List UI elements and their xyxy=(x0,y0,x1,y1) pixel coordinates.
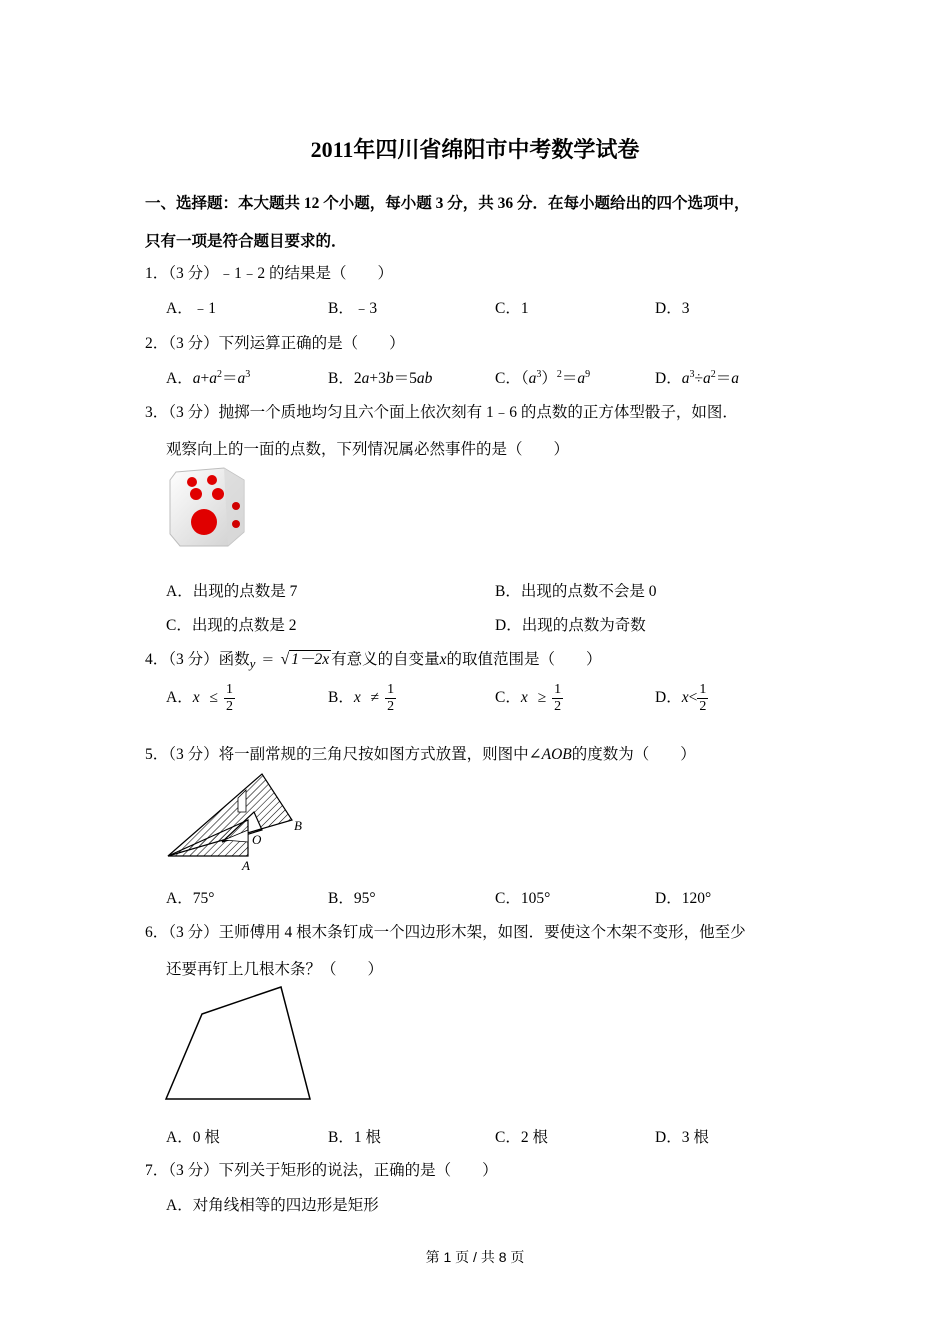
q3-option-d: D．出现的点数为奇数 xyxy=(495,617,646,634)
q7-stem: 7．（3 分）下列关于矩形的说法，正确的是（ ） xyxy=(145,1162,498,1179)
q1-option-c: C．1 xyxy=(495,300,529,317)
q5-option-d: D．120° xyxy=(655,890,712,907)
q6-stem-line1: 6．（3 分）王师傅用 4 根木条钉成一个四边形木架，如图．要使这个木架不变形，他至少 xyxy=(145,924,746,941)
page-footer: 第 1 页 / 共 8 页 xyxy=(425,1249,525,1265)
q5-option-a: A．75° xyxy=(166,890,215,907)
q6-option-c: C．2 根 xyxy=(495,1129,548,1146)
q6-option-a: A．0 根 xyxy=(166,1129,220,1146)
label-b: B xyxy=(294,818,302,833)
q1-option-a: A．﹣1 xyxy=(166,300,216,317)
section-heading-line2: 只有一项是符合题目要求的． xyxy=(145,233,347,250)
q7-option-a: A．对角线相等的四边形是矩形 xyxy=(166,1197,379,1214)
q6-stem-line2: 还要再钉上几根木条？（ ） xyxy=(166,961,384,978)
q3-stem-line1: 3．（3 分）抛掷一个质地均匀且六个面上依次刻有 1﹣6 的点数的正方体型骰子，如图． xyxy=(145,404,738,421)
label-o: O xyxy=(252,832,262,847)
q2-option-c: C．$(a^3)^2=a^9$ xyxy=(495,369,591,387)
q1-option-b: B．﹣3 xyxy=(328,300,378,317)
q4-option-a: A．x ≤ $\frac{1}{2}$ xyxy=(166,682,233,714)
q3-option-a: A．出现的点数是 7 xyxy=(166,583,298,600)
label-a: A xyxy=(242,858,250,873)
q5-stem: 5．（3 分）将一副常规的三角尺按如图方式放置，则图中∠AOB的度数为（ ） xyxy=(145,746,696,763)
q4-option-b: B．x ≠ $\frac{1}{2}$ xyxy=(328,682,395,714)
section-heading-line1: 一、选择题：本大题共 12 个小题，每小题 3 分，共 36 分．在每小题给出的四个选项中， xyxy=(145,195,750,212)
quadrilateral-figure xyxy=(162,982,316,1106)
q6-option-b: B．1 根 xyxy=(328,1129,381,1146)
q4-option-d: D．x< $\frac{1}{2}$ xyxy=(655,682,707,714)
q3-stem-line2: 观察向上的一面的点数，下列情况属必然事件的是（ ） xyxy=(166,441,570,458)
q5-option-c: C．105° xyxy=(495,890,551,907)
triangle-rulers-figure xyxy=(164,768,312,874)
q2-option-b: B．2a+3b＝5ab xyxy=(328,370,433,387)
q1-option-d: D．3 xyxy=(655,300,690,317)
q2-stem: 2．（3 分）下列运算正确的是（ ） xyxy=(145,335,405,352)
q3-option-b: B．出现的点数不会是 0 xyxy=(495,583,657,600)
q4-stem: 4．（3 分）函数$_y$ ＝ √ 1－2x 有意义的自变量x的取值范围是（ ） xyxy=(145,651,602,671)
q5-option-b: B．95° xyxy=(328,890,376,907)
q4-option-c: C．x ≥ $\frac{1}{2}$ xyxy=(495,682,562,714)
q2-option-a: A．$a+a^2=a^3$ xyxy=(166,369,251,387)
dice-figure xyxy=(166,466,248,548)
q2-option-d: D．$a^3\div a^2=a$ xyxy=(655,369,739,387)
q6-option-d: D．3 根 xyxy=(655,1129,709,1146)
page-title: 2011年四川省绵阳市中考数学试卷 xyxy=(310,137,640,162)
q1-stem: 1．（3 分）﹣1﹣2 的结果是（ ） xyxy=(145,265,394,282)
q3-option-c: C．出现的点数是 2 xyxy=(166,617,297,634)
sqrt-icon: √ xyxy=(280,651,290,668)
